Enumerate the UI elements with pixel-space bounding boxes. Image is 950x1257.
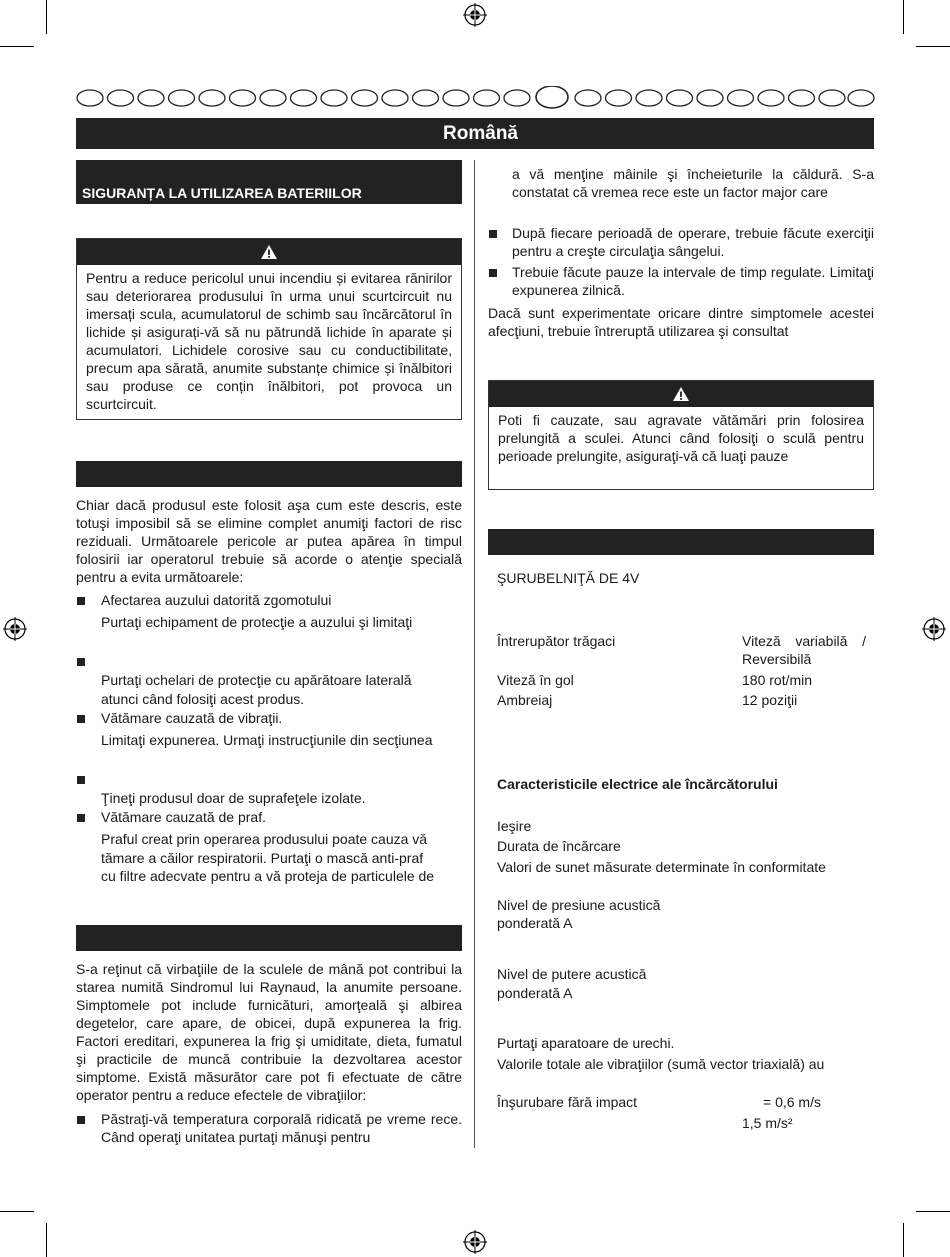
bullet-text: După fiecare perioadă de operare, trebuie făcute exerciţii pentru a creşte circulaţia sângelui. bbox=[512, 225, 874, 259]
bullet-marker bbox=[77, 814, 85, 822]
language-title-bar bbox=[76, 118, 874, 149]
ear-protection-text: Purtaţi aparatoare de urechi. bbox=[497, 1035, 675, 1051]
spec-label: Viteză în gol bbox=[497, 672, 574, 688]
bullet-marker bbox=[77, 776, 85, 784]
risk-item-title: Afectarea auzului datorită zgomotului bbox=[101, 592, 332, 608]
risk-item-title: Vătămare cauzată de vibraţii. bbox=[101, 710, 283, 726]
section-header-specifications bbox=[488, 529, 874, 555]
warning-triangle-icon bbox=[260, 244, 278, 260]
crop-mark bbox=[46, 0, 47, 34]
section-title: SIGURANȚA LA UTILIZAREA BATERIILOR bbox=[82, 185, 362, 201]
section-header-battery-safety bbox=[76, 160, 462, 204]
risk-item-text: tămare a căilor respiratorii. Purtaţi o mască anti-praf bbox=[101, 850, 424, 866]
symptoms-paragraph: Dacă sunt experimentate oricare dintre simptomele acestei afecţiuni, trebuie întreruptă utilizarea şi consultat bbox=[488, 305, 874, 339]
language-tab-strip bbox=[76, 86, 876, 110]
risk-item-title: Vătămare cauzată de praf. bbox=[101, 809, 266, 825]
spec-label: Ieşire bbox=[497, 818, 532, 834]
product-name: ŞURUBELNIŢĂ DE 4V bbox=[497, 570, 640, 586]
continued-text: a vă menţine mâinile şi încheieturile la căldură. S-a constatat că vremea rece este un factor major care bbox=[512, 166, 874, 200]
sound-values-text: Valori de sunet măsurate determinate în conformitate bbox=[497, 859, 826, 875]
spec-value: 180 rot/min bbox=[742, 672, 813, 688]
risk-item-text: Purtaţi echipament de protecţie a auzului şi limitaţi bbox=[101, 614, 413, 630]
crop-mark bbox=[0, 46, 34, 47]
bullet-marker bbox=[489, 230, 497, 238]
warning-box bbox=[76, 238, 462, 420]
warning-text: Pentru a reduce pericolul unui incendiu și evitarea rănirilor sau deteriorarea produsului în urma unui scurtcircuit nu imersați scula, acumulatorul de schimb sau încărcătorul în lichide și asigurați-vă să nu pătrundă lichide în aparate și acumulatori. Lichidele corosive sau cu conductibilitate, precum apa sărată, anumite substanțe chimice și înălbitori sau produse ce conțin înălbitori, pot provoca un scurtcircuit. bbox=[86, 270, 452, 412]
vibration-total-text: Valorile totale ale vibraţiilor (sumă vector triaxială) au bbox=[497, 1056, 825, 1072]
spec-label: Nivel de putere acustică bbox=[497, 966, 647, 982]
risk-item-text: Limitaţi expunerea. Urmaţi instrucţiunile din secţiunea bbox=[101, 732, 433, 748]
vibration-bullet-text: Păstraţi-vă temperatura corporală ridicată pe vreme rece. Când operaţi unitatea purtaţi mănuşi pentru bbox=[101, 1111, 462, 1145]
spec-label: ponderată A bbox=[497, 985, 573, 1001]
section-header-vibration bbox=[76, 925, 462, 951]
warning-bar bbox=[489, 381, 873, 407]
column-divider bbox=[474, 160, 475, 1148]
crop-mark bbox=[903, 0, 904, 34]
registration-mark-icon bbox=[463, 1230, 487, 1254]
bullet-text: Trebuie făcute pauze la intervale de timp regulate. Limitaţi expunerea zilnică. bbox=[512, 264, 874, 298]
spec-label: Întrerupător trăgaci bbox=[497, 633, 616, 649]
spec-label: Durata de încărcare bbox=[497, 838, 621, 854]
risk-item-text: Praful creat prin operarea produsului poate cauza vă bbox=[101, 831, 428, 847]
warning-bar bbox=[77, 239, 461, 265]
warning-text: Poti fi cauzate, sau agravate vătămări prin folosirea prelungită a sculei. Atunci când folosiţi o sculă pentru perioade prelungite, asiguraţi-vă că luaţi pauze bbox=[498, 412, 864, 464]
charger-heading: Caracteristicile electrice ale încărcătorului bbox=[497, 776, 778, 792]
crop-mark bbox=[916, 1211, 950, 1212]
spec-label: ponderată A bbox=[497, 915, 573, 931]
risk-item-text: atunci când folosiţi acest produs. bbox=[101, 691, 305, 707]
spec-label: Înşurubare fără impact bbox=[497, 1094, 638, 1110]
bullet-marker bbox=[77, 597, 85, 605]
warning-triangle-icon bbox=[672, 386, 690, 402]
spec-label: Ambreiaj bbox=[497, 692, 553, 708]
language-title: Română bbox=[443, 122, 518, 144]
warning-box bbox=[488, 380, 874, 490]
crop-mark bbox=[46, 1223, 47, 1257]
risk-item-text: Ţineţi produsul doar de suprafeţele izolate. bbox=[101, 790, 366, 806]
registration-mark-icon bbox=[463, 3, 487, 27]
spec-value: 12 poziţii bbox=[742, 692, 798, 708]
crop-mark bbox=[0, 1211, 34, 1212]
registration-mark-icon bbox=[3, 617, 27, 641]
bullet-marker bbox=[77, 715, 85, 723]
spec-label: Nivel de presiune acustică bbox=[497, 897, 661, 913]
risks-intro-paragraph: Chiar dacă produsul este folosit aşa cum este descris, este totuşi imposibil să se elimine complet anumiţi factori de risc reziduali. Următoarele pericole ar putea apărea în timpul folosirii iar operatorul trebuie să acorde o atenţie specială pentru a evita următoarele: bbox=[76, 497, 462, 585]
crop-mark bbox=[916, 46, 950, 47]
bullet-marker bbox=[489, 269, 497, 277]
bullet-marker bbox=[77, 658, 85, 666]
risk-item-text: cu filtre adecvate pentru a vă proteja de particulele de bbox=[101, 868, 435, 884]
vibration-intro-paragraph: S-a reţinut că virbaţiile de la sculele de mână pot contribui la starea numită Sindromul lui Raynaud, la anumite persoane. Simptomele pot include furnicături, amorţeală şi albirea degetelor, care apare, de obicei, după expunerea la frig. Factori ereditari, expunerea la frig şi umiditate, dieta, fumatul şi practicile de muncă contribuie la dezvoltarea acestor simptome. Există măsurător care pot fi efectuate de către operator pentru a reduce efectele de vibraţiilor: bbox=[76, 961, 462, 1103]
crop-mark bbox=[903, 1223, 904, 1257]
section-header-residual-risks bbox=[76, 461, 462, 487]
bullet-marker bbox=[77, 1116, 85, 1124]
spec-value: Viteză variabilă / Reversibilă bbox=[742, 633, 866, 667]
spec-value: 1,5 m/s² bbox=[742, 1115, 793, 1131]
risk-item-text: Purtaţi ochelari de protecţie cu apărătoare laterală bbox=[101, 672, 412, 688]
spec-value: = 0,6 m/s bbox=[763, 1094, 821, 1110]
registration-mark-icon bbox=[922, 617, 946, 641]
